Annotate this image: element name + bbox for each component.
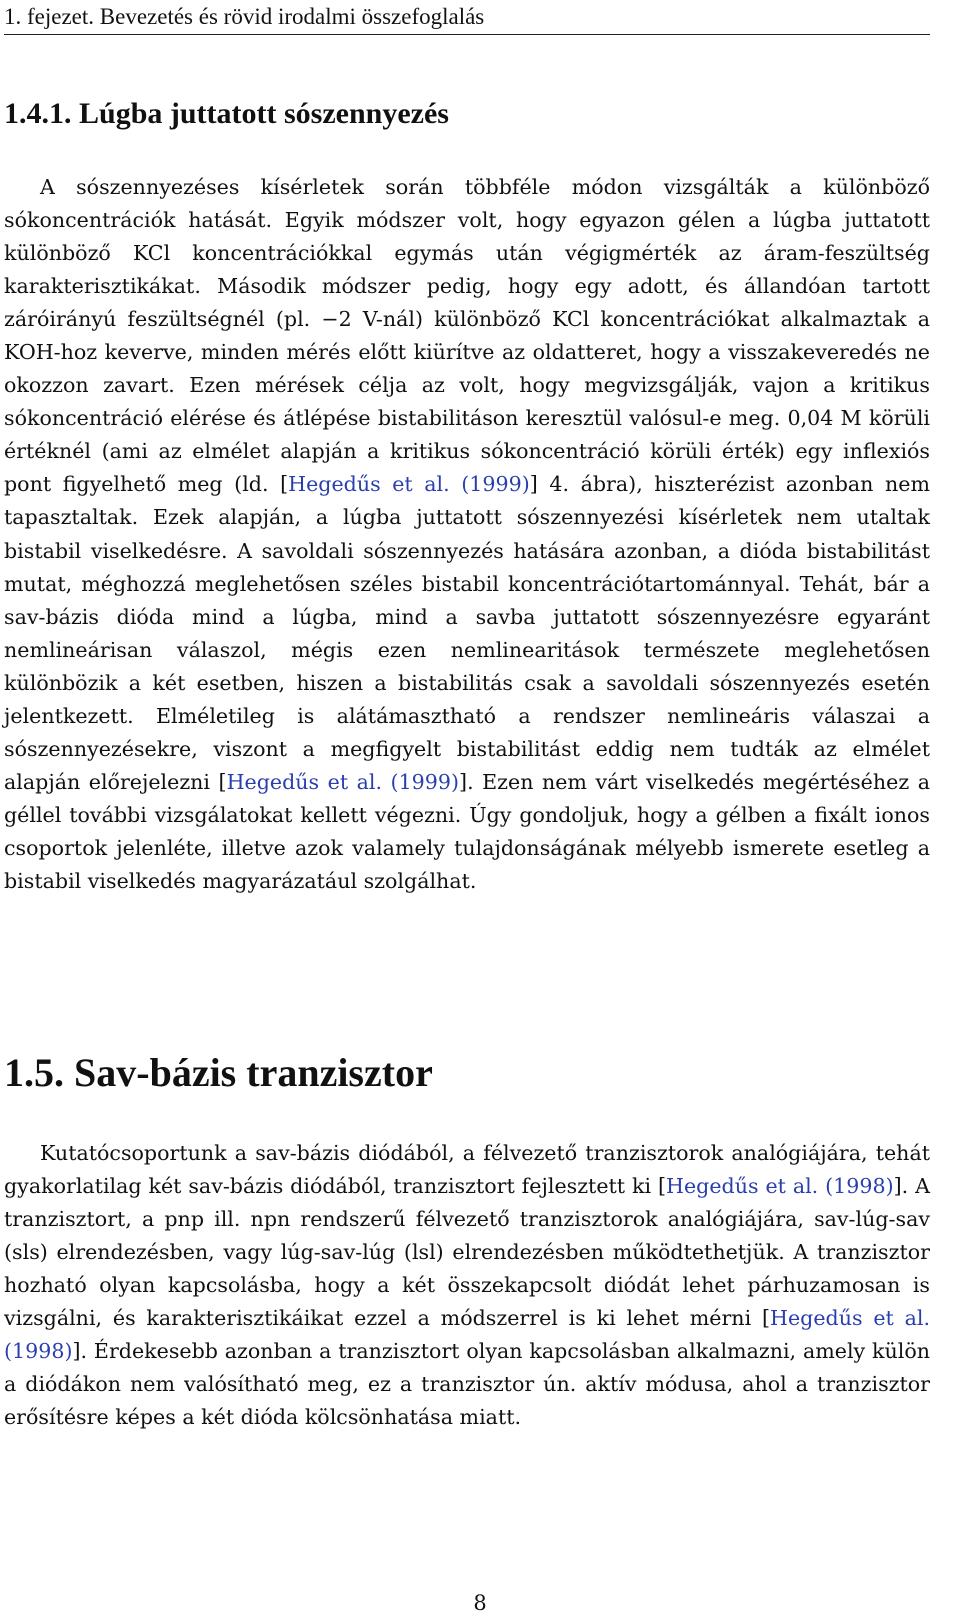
paragraph-text: ] 4. ábra), hiszterézist azonban nem tapasztaltak. Ezek alapján, a lúgba juttatott sószennyezési kísérletek nem utaltak bistabil viselkedésre. A savoldali sószennyezés hatására azonban, a dióda bistabilitást mutat, méghozzá meglehetősen széles bistabil koncentrációtartománnyal. Tehát, bár a sav-bázis dióda mind a lúgba, mind a savba juttatott sószennyezésre egyaránt nemlineárisan válaszol, mégis ezen nemlinearitások természete meglehetősen különbözik a két esetben, hiszen a bistabilitás csak a savoldali sószennyezés esetén jelentkezett. Elméletileg is alátámasztható a rendszer nemlineáris válaszai a sószennyezésekre, viszont a megfigyelt bistabilitást eddig nem tudták az elmélet alapján előrejelezni [ (4, 472, 930, 794)
page-number: 8 (473, 1591, 487, 1615)
paragraph-text: ]. A tranzisztort, a pnp ill. npn rendszerű félvezető tranzisztorok analógiájára, sav-lúg-sav (sls) elrendezésben, vagy lúg-sav-lúg (lsl) elrendezésben működtethetjük. A tranzisztor hozható olyan kapcsolásba, hogy a két összekapcsolt diódát lehet párhuzamosan is vizsgálni, és karakterisztikáikat ezzel a módszerrel is ki lehet mérni [ (4, 1174, 930, 1331)
section-paragraph (4, 1137, 930, 1434)
header-rule (4, 34, 930, 35)
running-head: 1. fejezet. Bevezetés és rövid irodalmi összefoglalás (4, 4, 485, 29)
paragraph-text: Kutatócsoportunk a sav-bázis diódából, a félvezető tranzisztorok analógiájára, tehát gyakorlatilag két sav-bázis diódából, tranzisztort fejlesztett ki [ (4, 1141, 930, 1199)
subsection-title: 1.4.1. Lúgba juttatott sószennyezés (4, 97, 449, 130)
subsection-paragraph (4, 171, 930, 898)
paragraph-text: ]. Érdekesebb azonban a tranzisztort olyan kapcsolásban alkalmazni, amely külön a diódákon nem valósítható meg, ez a tranzisztor ún. aktív módusa, ahol a tranzisztor erősítésre képes a két dióda kölcsönhatása miatt. (4, 1339, 930, 1430)
citation-link[interactable]: Hegedűs et al. (1998) (666, 1174, 894, 1199)
paragraph-text: ]. Ezen nem várt viselkedés megértéséhez a géllel további vizsgálatokat kellett végezni. Úgy gondoljuk, hogy a gélben a fixált ionos csoportok jelenléte, illetve azok valamely tulajdonságának mélyebb ismerete esetleg a bistabil viselkedés magyarázatául szolgálhat. (4, 769, 930, 893)
paragraph-text: A sószennyezéses kísérletek során többféle módon vizsgálták a különböző sókoncentrációk hatását. Egyik módszer volt, hogy egyazon gélen a lúgba juttatott különböző KCl koncentrációkkal egymás után végigmérték az áram-feszültség karakterisztikákat. Második módszer pedig, hogy egy adott, és állandóan tartott záróirányú feszültségnél (pl. −2 V-nál) különböző KCl koncentrációkat alkalmaztak a KOH-hoz keverve, minden mérés előtt kiürítve az oldatteret, hogy a visszakeveredés ne okozzon zavart. Ezen mérések célja az volt, hogy megvizsgálják, vajon a kritikus sókoncentráció elérése és átlépése bistabilitáson keresztül valósul-e meg. 0,04 M körüli értéknél (ami az elmélet alapján a kritikus sókoncentráció körüli érték) egy inflexiós pont figyelhető meg (ld. [ (4, 175, 930, 497)
section-title: 1.5. Sav-bázis tranzisztor (4, 1050, 433, 1095)
citation-link[interactable]: Hegedűs et al. (1999) (226, 769, 460, 794)
citation-link[interactable]: Hegedűs et al. (1999) (288, 472, 530, 497)
citation-link[interactable]: Hegedűs et al. (1998) (4, 1306, 930, 1364)
